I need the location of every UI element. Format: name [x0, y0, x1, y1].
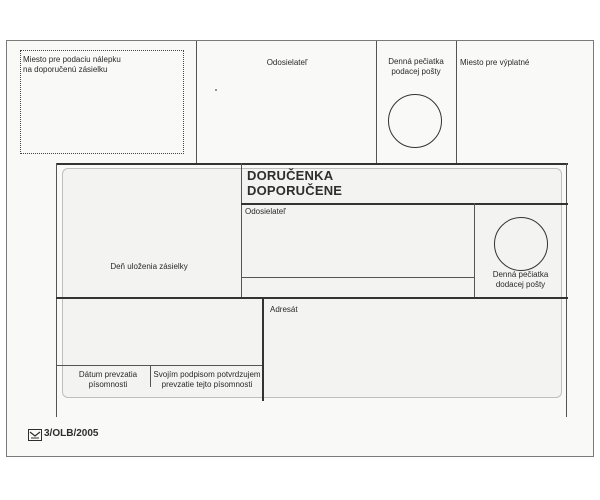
receipt-stamp-label: Denná pečiatka dodacej pošty: [492, 270, 549, 289]
receipt-title-2: DOPORUČENE: [247, 183, 343, 198]
top-divider-3: [456, 41, 457, 163]
doruceneka-form: [6, 40, 594, 457]
top-stamp-label: Denná pečiatka podacej pošty: [388, 57, 444, 76]
speck: [215, 89, 217, 91]
signature-row-top: [56, 365, 262, 366]
receipt-title-1: DORUČENKA: [247, 168, 334, 183]
receipt-right-edge: [566, 163, 567, 417]
addressee-label: Adresát: [270, 305, 298, 314]
form-code: 3/OLB/2005: [44, 428, 99, 439]
payment-place-label: Miesto pre výplatné: [460, 58, 530, 67]
receipt-top-edge: [56, 163, 568, 165]
pickup-date-label: Dátum prevzatia písomnosti: [78, 370, 138, 389]
sender-box-bottom: [241, 277, 474, 278]
receipt-stamp-circle: [494, 217, 548, 271]
middle-separator: [56, 297, 568, 299]
posta-logo-icon: [28, 428, 42, 440]
receipt-sender-label: Odosielateľ: [245, 207, 286, 216]
sticker-placeholder-label: Miesto pre podaciu nálepku na doporučenú zásielku: [23, 55, 121, 74]
storage-date-label: Deň uloženia zásielky: [110, 262, 188, 271]
sender-box-top: [241, 203, 568, 205]
top-stamp-circle: [388, 94, 442, 148]
receipt-left-edge: [56, 163, 57, 417]
signature-label: Svojím podpisom potvrdzujem prevzatie tejto písomnosti: [153, 370, 261, 389]
top-sender-label: Odosielateľ: [266, 58, 308, 67]
